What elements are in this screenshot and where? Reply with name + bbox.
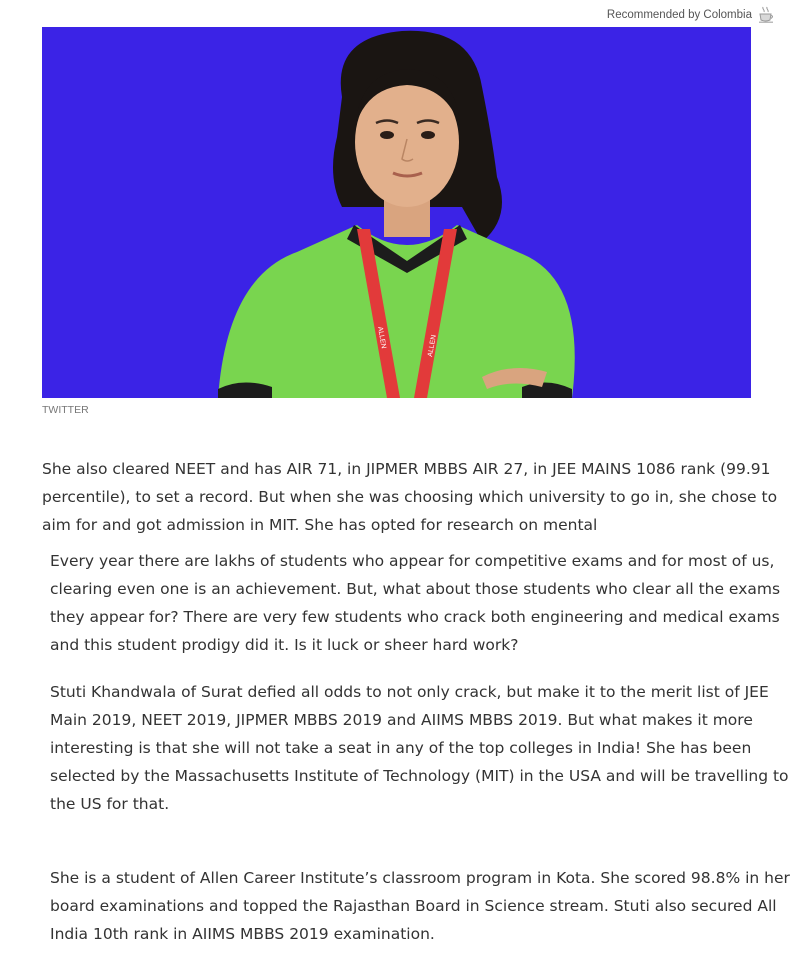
photo-credit: TWITTER [42, 404, 89, 416]
recommended-label[interactable]: Recommended by Colombia [606, 9, 752, 21]
eye-right [421, 131, 435, 139]
article-paragraph: Stuti Khandwala of Surat defied all odds to not only crack, but make it to the merit list of JEE Main 2019, NEET 2019, JIPMER MBBS 2019 and AIIMS MBBS 2019. But what makes it more interesting is that she will not take a seat in any of the top colleges in India! She has been selected by the Massachusetts Institute of Technology (MIT) in the USA and will be travelling to the US for that. [50, 683, 789, 813]
lanyard-text-right: ALLEN [427, 334, 438, 358]
lanyard-text: ALLEN [376, 326, 387, 350]
colombia-cup-icon [758, 6, 774, 24]
intro-paragraph: She also cleared NEET and has AIR 71, in JIPMER MBBS AIR 27, in JEE MAINS 1086 rank (99.91 percentile), to set a record. But when she was choosing which university to go in, she chose to aim for and got admission in MIT. She has opted for research on mental [42, 460, 778, 534]
eye-left [380, 131, 394, 139]
article-paragraph: She is a student of Allen Career Institute’s classroom program in Kota. She scored 98.8% in her board examinations and topped the Rajasthan Board in Science stream. Stuti also secured All India 10th rank in AIIMS MBBS 2019 examination. [50, 869, 790, 943]
article-photo [42, 27, 751, 398]
article-body [0, 540, 800, 973]
recommended-by-colombia[interactable] [607, 6, 774, 24]
student-portrait [42, 27, 751, 398]
article-paragraph: Every year there are lakhs of students who appear for competitive exams and for most of us, clearing even one is an achievement. But, what about those students who clear all the exams they appear for? There are very few students who crack both engineering and medical exams and this student prodigy did it. Is it luck or sheer hard work? [50, 552, 781, 654]
